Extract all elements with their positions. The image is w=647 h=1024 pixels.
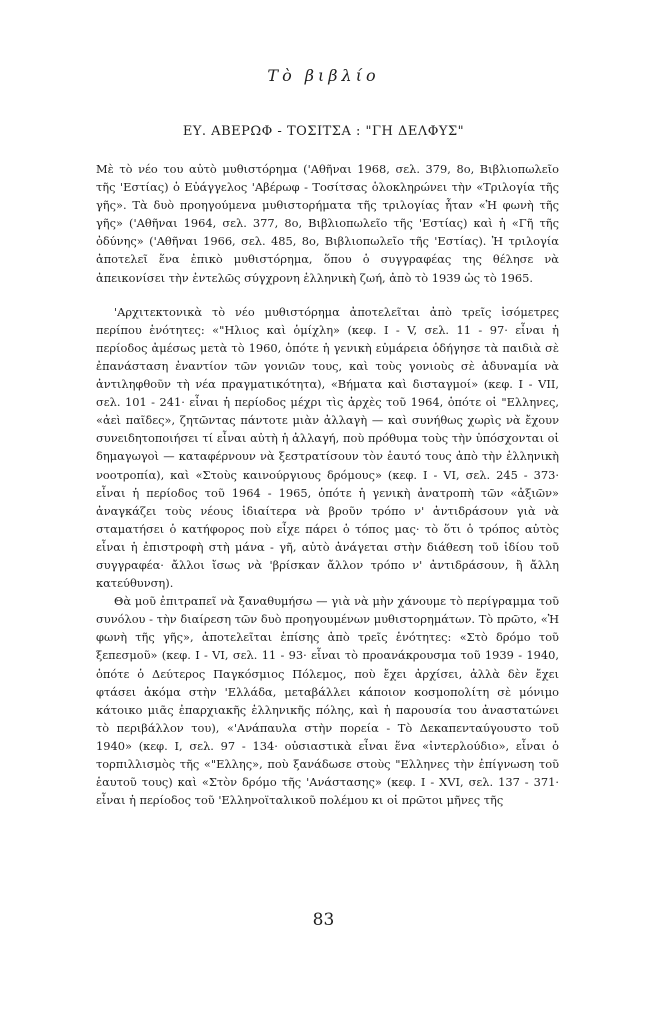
article-heading: ΕΥ. ΑΒΕΡΩΦ - ΤΟΣΙΤΣΑ : "ΓΗ ΔΕΛΦΥΣ" — [182, 124, 465, 139]
paragraph-architecture: 'Αρχιτεκτονικὰ τὸ νέο μυθιστόρημα ἀποτελεῖται ἀπὸ τρεῖς ἰσόμετρες περίπου ἑνότητες: «"Ηλιος καὶ ὁμίχλη» (κεφ. I - V, σελ. 11 - 97· εἶναι ἡ περίοδος ἀμέσως μετὰ τὸ 1960, ὁπότε ἡ γενικὴ εὐμάρεια ὁδήγησε τὰ παιδιὰ σὲ ἐπανάσταση ἐναντίον τῶν γονιῶν τους, καὶ τοὺς γονιοὺς σὲ ἀδυναμία νὰ ἀντιληφθοῦν τὴ νέα πραγματικότητα), «Βήματα καὶ δισταγμοί» (κεφ. I - VII, σελ. 101 - 241· εἶναι ἡ περίοδος μέχρι τὶς ἀρχὲς τοῦ 1964, ὁπότε οἱ "Ελληνες, «ἀεὶ παῖδες», ζητῶντας πάντοτε μιὰν ἀλλαγὴ — καὶ συνήθως χωρὶς νὰ ἔχουν συνειδητοποιήσει τί εἶναι αὐτὴ ἡ ἀλλαγή, ποὺ πρόθυμα τοὺς τὴν ὑπόσχονται οἱ δημαγωγοὶ — καταφέρνουν νὰ ξεστρατίσουν τὸν ἑαυτό τους ἀπὸ τὴν ἑλληνικὴ νοοτροπία), καὶ «Στοὺς καινούργιους δρόμους» (κεφ. I - VI, σελ. 245 - 373· εἶναι ἡ περίοδος τοῦ 1964 - 1965, ὁπότε ἡ γενικὴ ἀνατροπὴ τῶν «ἀξιῶν» ἀναγκάζει τοὺς νέους ἰδιαίτερα νὰ βροῦν τρόπο ν' ἀντιδράσουν γιὰ νὰ σταματήσει ὁ κατήφορος ποὺ εἶχε πάρει ὁ τόπος μας· τὸ ὅτι ὁ τρόπος αὐτὸς εἶναι ἡ ἐπιστροφὴ στὴ μάνα - γῆ, αὐτὸ ἀνάγεται στὴν διάθεση τοῦ ἰδίου τοῦ συγγραφέα· ἄλλοι ἴσως νὰ 'βρίσκαν ἄλλον τρόπο ν' ἀντιδράσουν, ἢ ἄλλη κατεύθυνση). — [96, 304, 559, 591]
page-number: 83 — [312, 910, 335, 930]
paragraph-intro: Μὲ τὸ νέο του αὐτὸ μυθιστόρημα ('Αθῆναι 1968, σελ. 379, 8ο, Βιβλιοπωλεῖο τῆς 'Εστίας) ὁ Εὐάγγελος 'Αβέρωφ - Τοσίτσας ὁλοκληρώνει τὴν «Τριλογία τῆς γῆς». Τὰ δυὸ προηγούμενα μυθιστορήματα τῆς τριλογίας ἦταν «Ἡ φωνὴ τῆς γῆς» ('Αθῆναι 1964, σελ. 377, 8ο, Βιβλιοπωλεῖο τῆς 'Εστίας) καὶ ἡ «Γῆ τῆς ὀδύνης» ('Αθῆναι 1966, σελ. 485, 8ο, Βιβλιοπωλεῖο τῆς 'Εστίας). Ἡ τριλογία ἀποτελεῖ ἕνα ἐπικὸ μυθιστόρημα, ὅπου ὁ συγγραφέας της θέλησε νὰ ἀπεικονίσει τὴν ἐντελῶς σύγχρονη ἑλληνικὴ ζωή, ἀπὸ τὸ 1939 ὡς τὸ 1965. — [96, 162, 559, 285]
article-body — [96, 160, 559, 809]
section-title: Τὸ βιβλίο — [267, 66, 380, 85]
paragraph-previous-novels: Θὰ μοῦ ἐπιτραπεῖ νὰ ξαναθυμήσω — γιὰ νὰ μὴν χάνουμε τὸ περίγραμμα τοῦ συνόλου - τὴν διαίρεση τῶν δυὸ προηγουμένων μυθιστορημάτων. Τὸ πρῶτο, «Ἡ φωνὴ τῆς γῆς», ἀποτελεῖται ἐπίσης ἀπὸ τρεῖς ἑνότητες: «Στὸ δρόμο τοῦ ξεπεσμοῦ» (κεφ. I - VI, σελ. 11 - 93· εἶναι τὸ προανάκρουσμα τοῦ 1939 - 1940, ὁπότε ὁ Δεύτερος Παγκόσμιος Πόλεμος, ποὺ ἔχει ἀρχίσει, ἀλλὰ δὲν ἔχει φτάσει ἀκόμα στὴν 'Ελλάδα, μεταβάλλει κάποιον κοσμοπολίτη σὲ μόνιμο κάτοικο μιᾶς ἐπαρχιακῆς ἑλληνικῆς πόλης, καὶ ἡ παρουσία του ἀναστατώνει τὸ περιβάλλον του), «'Ανάπαυλα στὴν πορεία - Τὸ Δεκαπενταύγουστο τοῦ 1940» (κεφ. I, σελ. 97 - 134· οὐσιαστικὰ εἶναι ἕνα «ἰντερλούδιο», εἶναι ὁ τορπιλλισμὸς τῆς «"Ελλης», ποὺ ξανάδωσε στοὺς "Ελληνες τὴν ἐπίγνωση τοῦ ἑαυτοῦ τους) καὶ «Στὸν δρόμο τῆς 'Ανάστασης» (κεφ. I - XVI, σελ. 137 - 371· εἶναι ἡ περίοδος τοῦ 'Ελληνοϊταλικοῦ πολέμου κι οἱ πρῶτοι μῆνες τῆς — [96, 594, 559, 808]
